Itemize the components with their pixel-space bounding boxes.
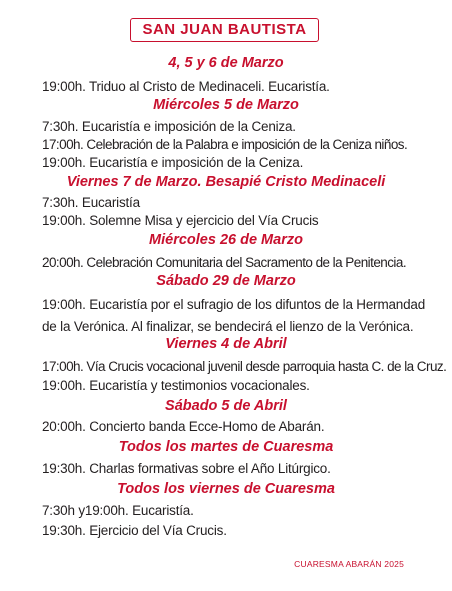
schedule-line: 19:00h. Solemne Misa y ejercicio del Vía Crucis [42, 213, 319, 228]
schedule-line: de la Verónica. Al finalizar, se bendecirá el lienzo de la Verónica. [42, 319, 414, 334]
schedule-line: 19:00h. Eucaristía y testimonios vocacionales. [42, 378, 310, 393]
section-heading: Sábado 29 de Marzo [156, 273, 296, 289]
schedule-line: 7:30h. Eucaristía e imposición de la Ceniza. [42, 119, 296, 134]
schedule-line: 7:30h y19:00h. Eucaristía. [42, 503, 194, 518]
schedule-line: 19:00h. Eucaristía e imposición de la Ceniza. [42, 155, 304, 170]
schedule-line: 17:00h. Celebración de la Palabra e imposición de la Ceniza niños. [42, 137, 408, 152]
schedule-line: 19:30h. Ejercicio del Vía Crucis. [42, 523, 227, 538]
schedule-line: 19:00h. Eucaristía por el sufragio de los difuntos de la Hermandad [42, 297, 426, 312]
section-heading: Miércoles 26 de Marzo [149, 232, 303, 248]
section-heading: Todos los viernes de Cuaresma [117, 481, 335, 497]
section-heading: 4, 5 y 6 de Marzo [168, 55, 284, 71]
schedule-line: 17:00h. Vía Crucis vocacional juvenil desde parroquia hasta C. de la Cruz. [42, 359, 447, 374]
section-heading: Todos los martes de Cuaresma [118, 439, 334, 455]
section-heading: Sábado 5 de Abril [165, 398, 287, 414]
schedule-line: 19:00h. Triduo al Cristo de Medinaceli. Eucaristía. [42, 79, 330, 94]
schedule-line: 19:30h. Charlas formativas sobre el Año Litúrgico. [42, 461, 331, 476]
section-heading: Miércoles 5 de Marzo [153, 97, 299, 113]
section-heading: Viernes 7 de Marzo. Besapié Cristo Medinaceli [66, 174, 386, 190]
schedule-line: 20:00h. Concierto banda Ecce-Homo de Abarán. [42, 419, 325, 434]
schedule-line: 20:00h. Celebración Comunitaria del Sacramento de la Penitencia. [42, 255, 407, 270]
footer-caption: CUARESMA ABARÁN 2025 [294, 559, 404, 569]
section-heading: Viernes 4 de Abril [165, 336, 287, 352]
title-banner: SAN JUAN BAUTISTA [130, 18, 319, 42]
schedule-line: 7:30h. Eucaristía [42, 195, 140, 210]
